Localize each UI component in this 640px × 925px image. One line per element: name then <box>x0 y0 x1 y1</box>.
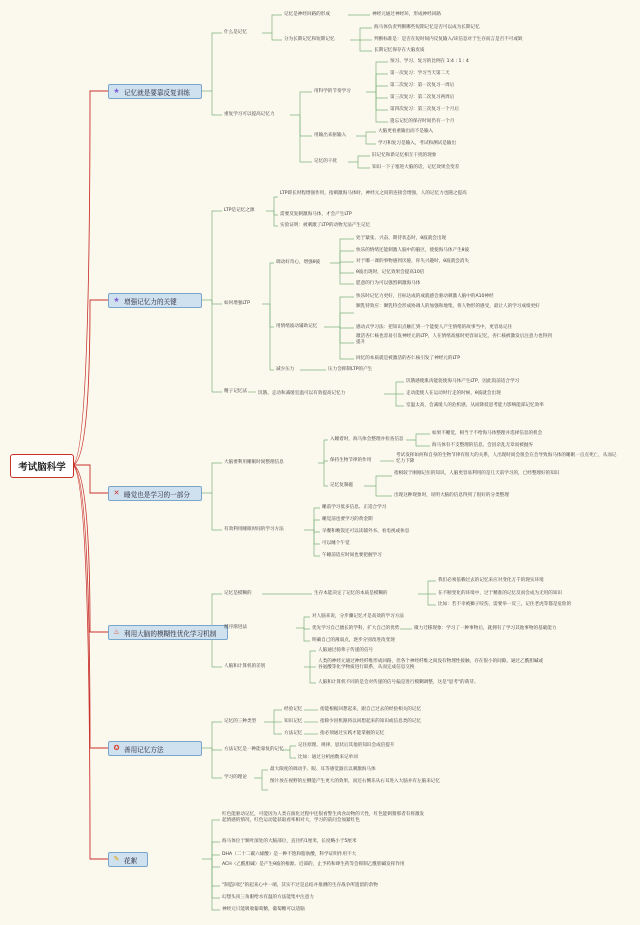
node-procedural[interactable]: 方法记忆 <box>284 731 303 736</box>
node-sleep-methods[interactable]: 有效利用睡眠时间的学习方法 <box>224 527 284 532</box>
node-text: 预习、学习、复习的比例在 1:4 : 1 : 4 <box>390 59 469 64</box>
node-text: θ波出现时，记忆效果会提高10倍 <box>356 270 425 275</box>
node-method-memory[interactable]: 方法记忆是一种能靠复的记忆 <box>224 747 284 752</box>
note-yellow-icon: ✎ <box>113 855 120 863</box>
node-hippocampus-sort[interactable]: 入睡着时，海马体会整理并检查信息 <box>330 437 404 442</box>
trivia-item: 幻想头顶三角眼给水有温的方法能集中注意力 <box>222 895 314 900</box>
node-text: 愿意的行为可以强烈刺激海马体 <box>356 281 421 286</box>
node-text: 比如：通过分析函数来记单词 <box>298 755 358 760</box>
node-text: 睡前学习低多信息、正适合学习 <box>322 505 387 510</box>
branch-sleep-learning[interactable] <box>108 486 202 501</box>
node-text: 神经元通过神经环，形成神经回路 <box>372 12 441 17</box>
node-text: 我们必须依赖过去的记忆来应对变化万千的现实环境 <box>438 578 544 583</box>
star-purple-icon: ★ <box>113 296 120 304</box>
branch-memory-methods[interactable] <box>108 741 202 756</box>
node-text: 需要反复刺激海马体，才会产生LTP <box>280 212 352 217</box>
node-text: 第三次复习：第二次复习两周后 <box>390 95 455 100</box>
trivia-item: 神经元只能吸收葡萄糖，葡萄糖可以适脑 <box>222 907 305 912</box>
node-text: 睡觉前也要学习的黄金期 <box>322 517 373 522</box>
node-text: 海马体有不支整理的信息，会因杂乱无章而被抛弃 <box>432 443 534 448</box>
node-output-drive[interactable]: 用输出来驱输入 <box>314 133 347 138</box>
node-text: 大脑更看重输出而不是输入 <box>378 129 434 134</box>
node-text: 人类的神经元通过神经纤维形成回路，但各个神经纤维之间没有物理性接触，存在很小的间隙。通过乙酰胆碱或谷氨酸等化学物质进行联系，从而完成信息交换 <box>318 659 544 670</box>
branch-trivia[interactable] <box>108 852 148 867</box>
node-text: 压力会抑制LTP的产生 <box>328 367 373 372</box>
node-text: 人脑通过骑弗子传递的信号 <box>318 648 374 653</box>
star-purple-icon: ★ <box>113 87 120 95</box>
node-step-by-step[interactable]: 循序渐进法 <box>224 625 247 630</box>
node-text: 颞乳特效应：颞乳特会形成协调人的加强和地集，将人物形的感受，最让人的学习成绩更好 <box>356 304 540 309</box>
node-reminiscence[interactable]: 记忆复制磁 <box>330 483 353 488</box>
node-text: 学习和复习是输入，考试和测试是输出 <box>378 141 457 146</box>
node-text: 快乐时记忆力更好，目标达成的成就感会驱动刺激人脑中的A10神经 <box>356 294 494 299</box>
trivia-item: DHA（二十二碳六烯酸）是一种不饱和脂肪酸，科学证明作用不大 <box>222 852 357 857</box>
node-long-short-term[interactable]: 分为长期记忆和短期记忆 <box>284 37 335 42</box>
node-repeat-learning[interactable]: 重复学习可以提高记忆力 <box>224 112 275 117</box>
node-text: 明确自己的薄弱点，逐步分别改进改变现 <box>312 638 395 643</box>
node-text: 实验证明：被刺激了LTP的动物无法产生记忆 <box>280 223 371 228</box>
node-emotion-wave[interactable]: 用情绪波动辅助记忆 <box>276 324 318 329</box>
node-text: 旧记忆和新记忆相互干扰的现象 <box>372 153 437 158</box>
node-text: 激活杏仁核也容易引发神经元的LTP，人在情绪高涨时更容易记忆，杏仁核被激发后注意力也得到提升 <box>356 334 552 345</box>
node-survival-instinct[interactable]: 生存本能决定了记忆的本质是模糊的 <box>314 591 388 596</box>
node-text: 遗忘记忆的保存时间仍有一个月 <box>390 119 455 124</box>
node-text: 记住原理、规律、思状后其他的知识会成倍提升 <box>298 743 395 748</box>
branch-fuzzy-brain[interactable] <box>108 625 228 640</box>
node-text: 在不断变化的环境中，过于精准的记忆反而会成为无用的知识 <box>438 591 563 596</box>
node-memory-fuzzy[interactable]: 记忆是模糊的 <box>224 591 252 596</box>
branch-label: 睡觉也是学习的一部分 <box>124 490 190 499</box>
node-brain-vs-computer[interactable]: 人脑和计算机的差别 <box>224 664 266 669</box>
cross-red-icon: ✕ <box>113 489 120 497</box>
branch-label: 花絮 <box>124 856 138 865</box>
node-text: 最大限度的调动手、眼、耳等感觉器官以刺激海马体 <box>270 767 376 772</box>
trivia-item: 海马体位于颞叶深处的大脑部位，直径约1厘米，长度略小于5厘米 <box>222 839 357 844</box>
branch-label: 增强记忆力的关键 <box>124 297 177 306</box>
node-text: 指必须通过实践才能掌握的记忆 <box>320 731 385 736</box>
node-text: 长期记忆保存在大脑皮质 <box>374 48 425 53</box>
node-text: 早餐和晚饭还可以读辅外书、看电视或休息 <box>322 529 410 534</box>
trivia-item: ACH（乙酰胆碱）是产生θ波的根源。近部的，止予药和肆生药等会抑制乙酰胆碱发挥作用 <box>222 862 405 867</box>
node-text: 海马体负责判断哪些短期记忆是否可以成为长期记忆 <box>374 25 480 30</box>
node-text[interactable]: 优先学习自己擅长的学科，扩大自己的优势 <box>312 626 400 631</box>
node-reduce-stress[interactable]: 减少压力 <box>276 367 295 372</box>
node-text: 走动能使人在运动时行走的时候，θ波就会出现 <box>406 391 501 396</box>
branch-label: 利用大脑的模糊性优化学习机制 <box>124 629 217 638</box>
node-text: 第一次复习：学习当天第二天 <box>390 71 450 76</box>
node-text[interactable]: 饥饿、走动和减缓室温可以有效提高记忆力 <box>258 391 346 396</box>
node-text: 比如：若不幸被狮子咬伤，需要举一反三，记住老虎等都是危险的 <box>438 602 572 607</box>
node-scientific-rhythm[interactable]: 用科学的节奏学习 <box>314 89 351 94</box>
node-text: 对于哪一课的事物感到厌倦，你失兴趣时，θ波就会消失 <box>356 259 470 264</box>
node-text: LTP即长时程增强作用，指刺激海马体时，神经元之间的连接会增强，人的记忆力也随之提高 <box>280 191 467 196</box>
node-text: 第二次复习：第一次复习一周后 <box>390 83 455 88</box>
node-text: 微力迁移现象：学习了一种事物后，就拥有了学习其他事物的基础能力 <box>414 626 557 631</box>
node-text: 快乐的情绪还能刺激人脑中的脑区，使使海马体产生θ波 <box>356 248 470 253</box>
node-text: 指能根据回想起来，跟自己过去的经验相关的记忆 <box>320 707 422 712</box>
node-text: 指相较于刚刚记住的知识，人脑更容易利用的是几天前学习的，已经整理好的知识 <box>394 471 560 476</box>
node-three-types[interactable]: 记忆的三种类型 <box>224 719 257 724</box>
trivia-item: "制造回忆"的起来心中一端，其实不过是总结并推测的生存战争所遗留的余物 <box>222 883 378 888</box>
node-text: 感动式学习法：把知识点触汇到一个能使人产生情绪的故事当中，更容易记住 <box>356 325 513 330</box>
node-text: 室温太高，会减缓人的危机感，从而降低思考能力影响能部记忆效率 <box>406 403 544 408</box>
node-interference[interactable]: 记忆的干扰 <box>314 159 337 164</box>
node-neural-circuit[interactable]: 记忆是神经回路的形成 <box>284 12 330 17</box>
node-what-is-memory[interactable]: 什么是记忆 <box>224 30 247 35</box>
branch-label: 善用记忆方法 <box>124 745 164 754</box>
node-text: 可以睡个午觉 <box>322 541 350 546</box>
root-topic[interactable]: 考试脑科学 <box>10 454 74 478</box>
node-text: 处于紧张、兴奋、期待状态时，θ波就会出现 <box>356 236 447 241</box>
node-text: 人脑和计算机不同的是会对传递的信号偏是进行模糊调整，这是"思考"的萌芽。 <box>318 680 479 685</box>
star-red-icon: ✪ <box>113 744 120 752</box>
branch-memory-repetition[interactable] <box>108 84 202 99</box>
node-how-ltp[interactable]: 如何增强LTP <box>224 301 250 306</box>
node-text: 出现这种现象时，说明大脑的信息得到了很好的分类整理 <box>394 493 509 498</box>
flame-red-icon: ♨ <box>113 628 120 636</box>
node-text: 知识一下子塞进大脑的话，记忆效果会变差 <box>372 165 460 170</box>
node-text: 午睡前适应时间也要把握学习 <box>322 553 382 558</box>
trivia-item: 红色能驱动记忆，可能因为人类在演化过程中还很看警生肉食动物的天性，红色能刺猬那者有将激发起情感的情况，红色运动能获取看率相对大，学习的前问会加紧红色 <box>222 812 425 823</box>
node-text: 判断标准是：是否在短时间内反复输入/该信息对于生存而言是否不可或缺 <box>374 37 523 42</box>
node-sperm-method[interactable]: 精子记忆法 <box>224 389 247 394</box>
node-text: 如果不睡觉，相当于不给海马体整理并选择信息的机会 <box>432 431 543 436</box>
node-curiosity[interactable]: 调动好奇心，增强θ波 <box>276 260 321 265</box>
node-text: 指除少因机跟将以回想起来的知识或信息类的记忆 <box>320 719 422 724</box>
node-bio-rhythm[interactable]: 保持生物节律的作用 <box>330 458 372 463</box>
node-episodic[interactable]: 经验记忆 <box>284 707 303 712</box>
node-learning-theory[interactable]: 学习的理论 <box>224 775 247 780</box>
node-ltp-source[interactable]: LTP是记忆之源 <box>224 208 255 213</box>
node-sleep-organize[interactable]: 大脑要利用睡眠时间整理信息 <box>224 460 284 465</box>
node-text: 图片放在视野的左侧能产生更大的效果，而还右侧乐从右耳进入大脑并有左脑来记忆 <box>270 779 440 784</box>
node-text: 第四次复习：第三次复习一个月后 <box>390 107 459 112</box>
branch-label: 记忆就是要靠反复训练 <box>124 88 190 97</box>
node-text: 回忆的本质就是被激活的杏仁核引发了神经元的LTP <box>356 356 460 361</box>
node-semantic[interactable]: 知识记忆 <box>284 719 303 724</box>
node-text: 饥饿感使肌肉能促使海马体产生LTP，因此饭前适合学习 <box>406 379 520 384</box>
node-text: 考试发挥如何和自身的生物节律有很大的关系，人出现时间会很会在会导致海马体的睡眠一点点死亡，从而记忆力下降 <box>396 453 617 464</box>
node-text: 对人脑来说，分步骤记忆才是高效的学习方法 <box>312 614 404 619</box>
branch-enhance-memory[interactable] <box>108 293 202 308</box>
